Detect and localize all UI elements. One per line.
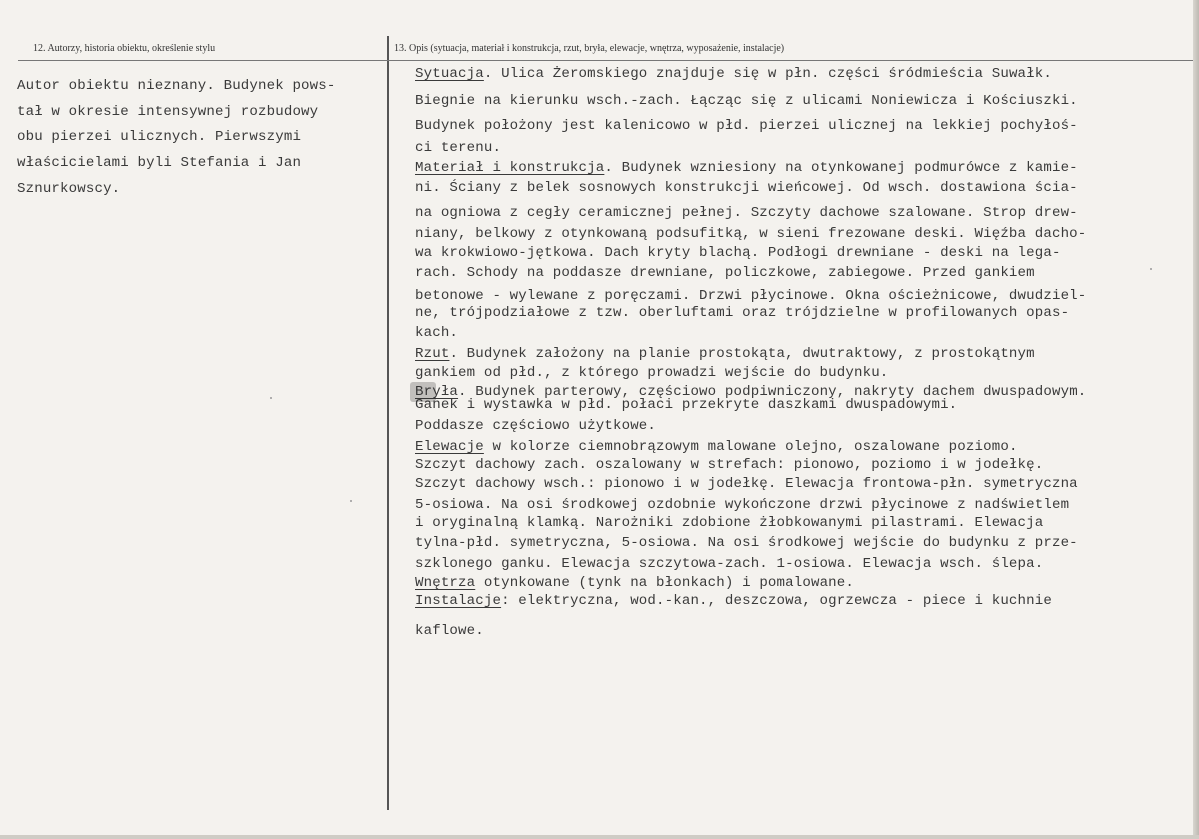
typed-line	[415, 535, 1078, 551]
line-text: . Budynek założony na planie prostokąta, dwutraktowy, z prostokątnym	[449, 346, 1035, 362]
line-text: Szczyt dachowy zach. oszalowany w strefach: pionowo, poziomo i w jodełkę.	[415, 457, 1044, 473]
typed-line	[415, 160, 1078, 176]
typed-line	[415, 476, 1078, 492]
line-text: betonowe - wylewane z poręczami. Drzwi płycinowe. Okna ościeżnicowe, dwudziel-	[415, 288, 1087, 304]
line-text: Ganek i wystawka w płd. połaci przekryte daszkami dwuspadowymi.	[415, 397, 958, 413]
typed-line: właścicielami byli Stefania i Jan	[17, 155, 302, 172]
page-edge	[1193, 0, 1199, 839]
typed-line	[415, 140, 501, 156]
typed-line	[415, 497, 1069, 513]
paper-speck	[1150, 268, 1152, 270]
line-text: . Budynek wzniesiony na otynkowanej podmurówce z kamie-	[604, 160, 1078, 176]
typed-line	[415, 593, 1052, 609]
typed-line	[415, 325, 458, 341]
typed-line	[415, 288, 1086, 304]
typed-line	[415, 226, 1086, 242]
typed-line	[415, 397, 957, 413]
header-rule	[18, 60, 1193, 61]
section-heading: Instalacje	[415, 593, 502, 609]
line-text: . Ulica Żeromskiego znajduje się w płn. części śródmieścia Suwałk.	[483, 66, 1052, 82]
line-text: Biegnie na kierunku wsch.-zach. Łącząc się z ulicami Noniewicza i Kościuszki.	[415, 93, 1078, 109]
typed-line	[415, 556, 1043, 572]
line-text: Szczyt dachowy wsch.: pionowo i w jodełkę. Elewacja frontowa-płn. symetryczna	[415, 476, 1078, 492]
line-text: Budynek położony jest kalenicowo w płd. pierzei ulicznej na lekkiej pochyłoś-	[415, 118, 1078, 134]
typed-line: Sznurkowscy.	[17, 180, 121, 197]
section-12-header: 12. Autorzy, historia obiektu, określenie stylu	[33, 43, 216, 54]
line-text: w kolorze ciemnobrązowym malowane olejno, oszalowane poziomo.	[483, 439, 1018, 455]
typed-line	[415, 439, 1018, 455]
line-text: i oryginalną klamką. Narożniki zdobione żłobkowanymi pilastrami. Elewacja	[415, 515, 1044, 531]
typed-line	[415, 457, 1043, 473]
section-heading: Wnętrza	[415, 575, 476, 591]
line-text: : elektryczna, wod.-kan., deszczowa, ogrzewcza - piece i kuchnie	[501, 593, 1052, 609]
paper-speck	[270, 397, 272, 399]
section-heading: Elewacje	[415, 439, 484, 455]
section-13-header: 13. Opis (sytuacja, materiał i konstrukcja, rzut, bryła, elewacje, wnętrza, wyposażenie, instalacje)	[394, 43, 785, 54]
typed-line	[415, 365, 888, 381]
typed-line: tał w okresie intensywnej rozbudowy	[17, 103, 319, 120]
column-divider	[387, 36, 389, 810]
line-text: rach. Schody na poddasze drewniane, policzkowe, zabiegowe. Przed gankiem	[415, 265, 1035, 281]
paper-speck	[350, 500, 352, 502]
typed-line: obu pierzei ulicznych. Pierwszymi	[17, 129, 302, 146]
typed-line	[415, 346, 1035, 362]
line-text: niany, belkowy z otynkowaną podsufitką, w sieni frezowane deski. Więźba dacho-	[415, 226, 1087, 242]
line-text: Poddasze częściowo użytkowe.	[415, 418, 657, 434]
line-text: na ogniowa z cegły ceramicznej pełnej. Szczyty dachowe szalowane. Strop drew-	[415, 205, 1078, 221]
typed-line	[415, 623, 484, 639]
line-text: wa krokwiowo-jętkowa. Dach kryty blachą. Podłogi drewniane - deski na lega-	[415, 245, 1061, 261]
line-text: kach.	[415, 325, 459, 341]
typed-line	[415, 205, 1078, 221]
line-text: . Budynek parterowy, częściowo podpiwniczony, nakryty dachem dwuspadowym.	[458, 384, 1087, 400]
typed-line	[415, 245, 1061, 261]
section-heading: Bryła	[415, 384, 459, 400]
typed-line	[415, 180, 1078, 196]
section-heading: Materiał i konstrukcja	[415, 160, 605, 176]
line-text: ci terenu.	[415, 140, 502, 156]
typed-line	[415, 515, 1043, 531]
line-text: ni. Ściany z belek sosnowych konstrukcji wieńcowej. Od wsch. dostawiona ścia-	[415, 180, 1078, 196]
typed-line: Autor obiektu nieznany. Budynek pows-	[17, 78, 336, 94]
typed-line	[415, 265, 1035, 281]
line-text: gankiem od płd., z którego prowadzi wejście do budynku.	[415, 365, 889, 381]
line-text: kaflowe.	[415, 623, 484, 639]
ink-smudge	[410, 382, 436, 402]
typed-line	[415, 66, 1052, 82]
line-text: tylna-płd. symetryczna, 5-osiowa. Na osi środkowej wejście do budynku z prze-	[415, 535, 1078, 551]
line-text: otynkowane (tynk na błonkach) i pomalowane.	[475, 575, 855, 591]
line-text: szklonego ganku. Elewacja szczytowa-zach. 1-osiowa. Elewacja wsch. ślepa.	[415, 556, 1044, 572]
typed-line	[415, 305, 1069, 321]
typed-line	[415, 118, 1078, 134]
line-text: 5-osiowa. Na osi środkowej ozdobnie wykończone drzwi płycinowe z nadświetlem	[415, 497, 1070, 513]
section-heading: Rzut	[415, 346, 450, 362]
typed-line	[415, 93, 1078, 109]
typed-line	[415, 575, 854, 591]
typed-line	[415, 418, 656, 434]
page-edge-bottom	[0, 835, 1199, 839]
section-heading: Sytuacja	[415, 66, 484, 82]
line-text: ne, trójpodziałowe z tzw. oberluftami oraz trójdzielne w profilowanych opas-	[415, 305, 1070, 321]
